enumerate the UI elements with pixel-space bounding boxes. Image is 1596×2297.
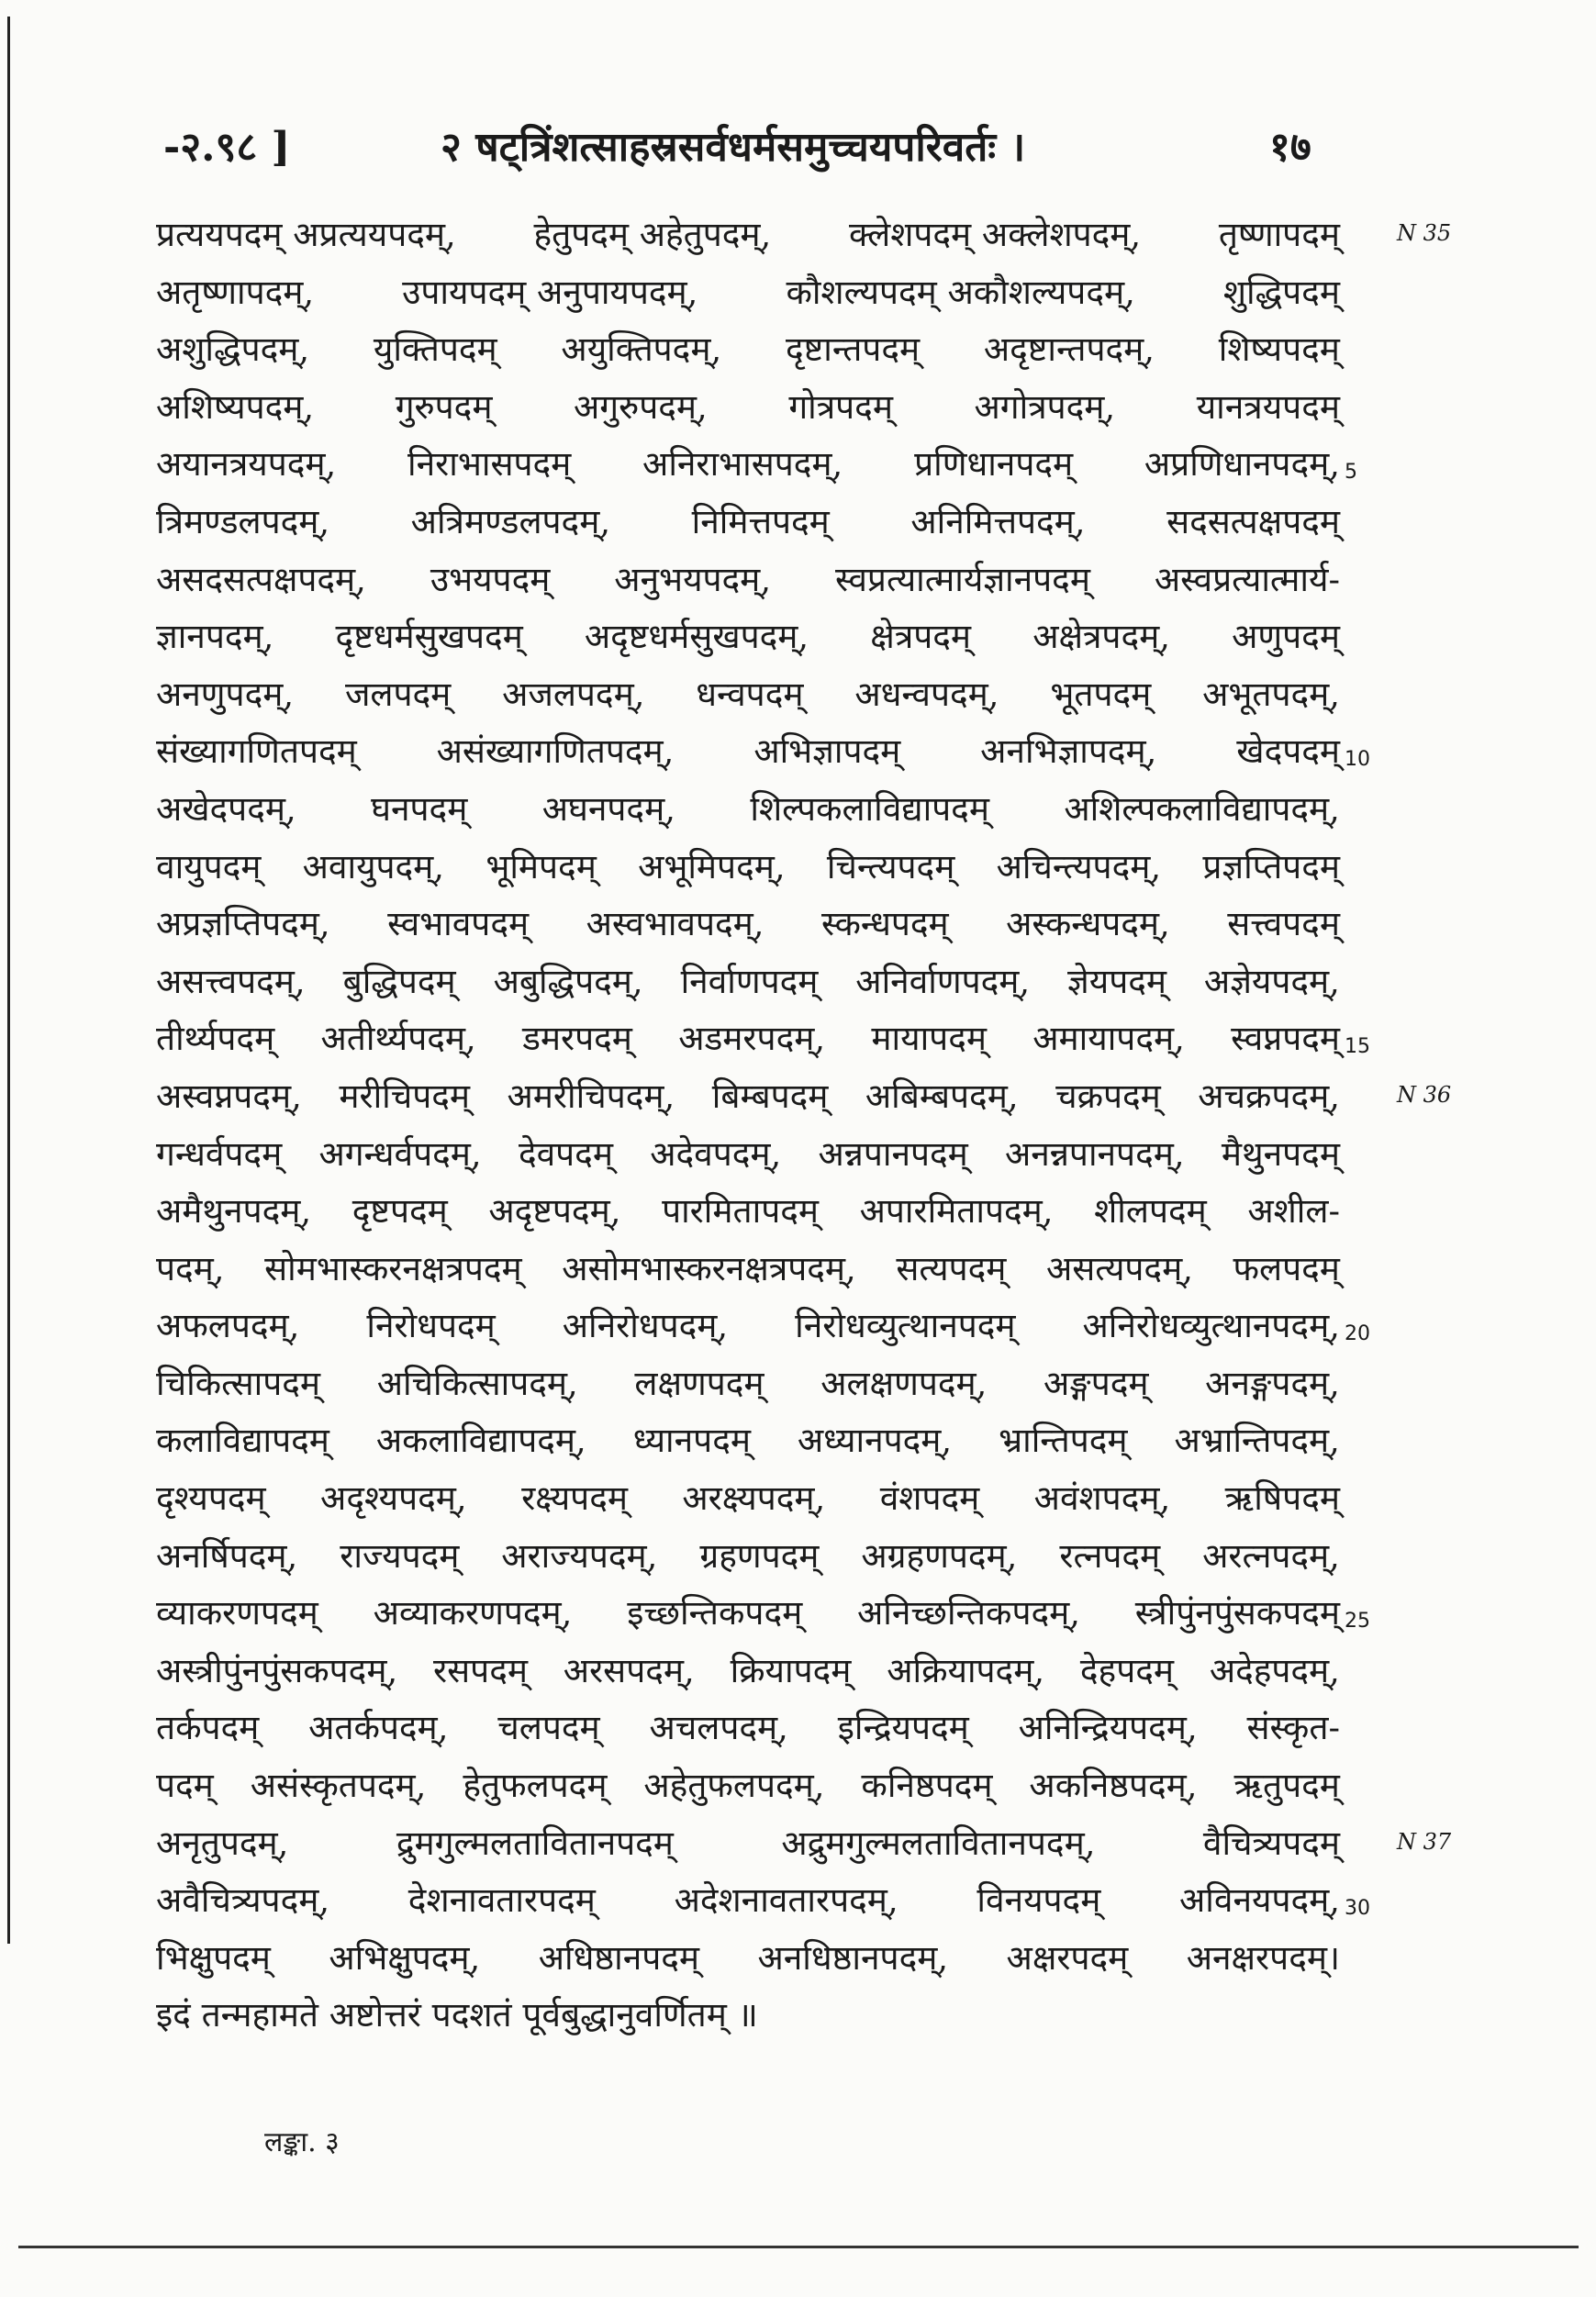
word: अक्षरपदम्: [1006, 1937, 1129, 1978]
word: चलपदम्: [497, 1708, 600, 1748]
word: अचक्रपदम्,: [1198, 1076, 1340, 1116]
word: स्कन्धपदम्: [821, 904, 949, 944]
word: अस्कन्धपदम्,: [1006, 904, 1170, 944]
word: शिष्यपदम्: [1218, 329, 1340, 370]
text-line: [156, 1071, 1340, 1129]
word: अडमरपदम्,: [678, 1019, 826, 1059]
word: रक्ष्यपदम्: [521, 1478, 628, 1519]
word: अग्रहणपदम्,: [861, 1535, 1018, 1576]
word: अतीर्थ्यपदम्,: [320, 1019, 476, 1059]
word: दृष्टपदम्: [352, 1191, 448, 1232]
word: अवैचित्र्यपदम्,: [156, 1880, 330, 1921]
word: अस्त्रीपुंनपुंसकपदम्,: [156, 1650, 398, 1690]
text-line: [156, 1645, 1340, 1703]
text-line: [156, 267, 1340, 325]
word: निरोधव्युत्थानपदम्: [795, 1306, 1016, 1346]
word: चिन्त्यपदम्: [826, 846, 955, 886]
word: क्रियापदम्: [730, 1650, 852, 1690]
word: अकलाविद्यापदम्,: [375, 1421, 586, 1461]
word: असदसत्पक्षपदम्,: [156, 559, 366, 599]
word: वंशपदम्: [879, 1478, 980, 1519]
text-line: [156, 1588, 1370, 1645]
word: निमित्तपदम्: [691, 501, 830, 541]
text-line: [156, 1129, 1340, 1187]
word: अप्रज्ञप्तिपदम्,: [156, 904, 330, 944]
word: पदम्,: [156, 1248, 225, 1288]
word: हेतुपदम् अहेतुपदम्,: [533, 215, 772, 254]
word: अयानत्रयपदम्,: [156, 444, 337, 485]
word: अभूतपदम्,: [1202, 674, 1340, 714]
word: अनधिष्ठानपदम्,: [757, 1937, 949, 1978]
word: डमरपदम्: [522, 1019, 632, 1059]
word: अनिमित्तपदम्,: [910, 501, 1086, 541]
word: अवायुपदम्,: [302, 846, 445, 886]
word: अनुभयपदम्,: [614, 559, 772, 599]
word: अणुपदम्: [1232, 617, 1340, 657]
text-line: [156, 669, 1340, 727]
marginal-reference: N 36: [1397, 1082, 1452, 1108]
word: अक्षेत्रपदम्,: [1032, 617, 1170, 657]
word: असत्यपदम्,: [1045, 1248, 1193, 1288]
word: शिल्पकलाविद्यापदम्: [750, 788, 989, 829]
word: अरसपदम्,: [563, 1650, 695, 1690]
word: सत्यपदम्: [896, 1248, 1007, 1288]
line-number: 5: [1345, 460, 1357, 484]
word: भ्रान्तिपदम्: [999, 1421, 1128, 1461]
word: अनिच्छन्तिकपदम्,: [857, 1593, 1080, 1634]
text-line: [156, 1875, 1370, 1933]
word: मरीचिपदम्: [339, 1076, 471, 1116]
word: अघनपदम्,: [541, 788, 675, 829]
word: अन्नपानपदम्: [818, 1133, 968, 1174]
text-line: [156, 1415, 1340, 1473]
word: तीर्थ्यपदम्: [156, 1019, 275, 1059]
word: इच्छन्तिकपदम्: [627, 1593, 803, 1634]
word: अनिरोधव्युत्थानपदम्,: [1082, 1306, 1340, 1346]
word: क्लेशपदम् अक्लेशपदम्,: [848, 215, 1142, 254]
word: गन्धर्वपदम्: [156, 1133, 283, 1174]
word: अनणुपदम्,: [156, 674, 295, 714]
word: अदृष्टधर्मसुखपदम्,: [584, 617, 809, 657]
word: सदसत्पक्षपदम्: [1166, 501, 1340, 541]
word: अरत्नपदम्,: [1202, 1535, 1340, 1576]
word: अनिर्वाणपदम्,: [855, 961, 1031, 1001]
word: धन्वपदम्: [696, 674, 804, 714]
word: यानत्रयपदम्: [1196, 386, 1340, 427]
text-line: [156, 1702, 1340, 1760]
word: ग्रहणपदम्: [699, 1535, 820, 1576]
text-line: [156, 496, 1340, 554]
word: अनन्नपानपदम्,: [1005, 1133, 1185, 1174]
word: अचलपदम्,: [649, 1708, 788, 1748]
word: स्वभावपदम्: [387, 904, 530, 944]
word: स्वप्रत्यात्मार्यज्ञानपदम्: [834, 559, 1090, 599]
line-number: 20: [1345, 1321, 1370, 1345]
word: हेतुफलपदम्: [463, 1766, 608, 1806]
word: अप्रणिधानपदम्,: [1144, 444, 1340, 485]
text-line: [156, 611, 1340, 669]
word: अदेशनावतारपदम्,: [674, 1880, 898, 1921]
text-line: [156, 1186, 1340, 1243]
word: खेदपदम्: [1236, 731, 1340, 772]
word: चिकित्सापदम्: [156, 1363, 321, 1403]
word: दृष्टान्तपदम्: [785, 329, 921, 370]
word: अनर्षिपदम्,: [156, 1535, 298, 1576]
word: अज्ञेयपदम्,: [1203, 961, 1340, 1001]
word: अतर्कपदम्,: [308, 1708, 449, 1748]
text-line: [156, 1818, 1340, 1876]
word: संस्कृत-: [1246, 1708, 1340, 1748]
word: भूतपदम्: [1050, 674, 1152, 714]
word: स्त्रीपुंनपुंसकपदम्: [1134, 1593, 1340, 1634]
word: अव्याकरणपदम्,: [373, 1593, 573, 1634]
word: युक्तिपदम्: [373, 329, 497, 370]
word: स्वप्नपदम्: [1231, 1019, 1340, 1059]
word: अनृतुपदम्,: [156, 1823, 289, 1863]
chapter-title: २ षट्त्रिंशत्साहस्रसर्वधर्मसमुच्चयपरिवर्तः ।: [441, 124, 1026, 171]
bottom-rule: [18, 2246, 1579, 2248]
word: अरक्ष्यपदम्,: [682, 1478, 826, 1519]
word: ज्ञानपदम्,: [156, 617, 274, 657]
word: अशिल्पकलाविद्यापदम्,: [1064, 788, 1340, 829]
word: बुद्धिपदम्: [342, 961, 456, 1001]
word: कलाविद्यापदम्: [156, 1421, 329, 1461]
running-header: [0, 117, 1596, 182]
word: अङ्गपदम्: [1044, 1363, 1149, 1403]
word: घनपदम्: [371, 788, 468, 829]
word: उपायपदम् अनुपायपदम्,: [402, 272, 698, 312]
page-number: १७: [1269, 124, 1311, 171]
marginal-reference: N 37: [1397, 1828, 1452, 1855]
text-line: [156, 439, 1357, 496]
text-line: [156, 1300, 1370, 1358]
word: दृश्यपदम्: [156, 1478, 266, 1519]
word: अस्वप्रत्यात्मार्य-: [1154, 559, 1340, 599]
word: प्रज्ञप्तिपदम्: [1202, 846, 1340, 886]
word: अत्रिमण्डलपदम्,: [410, 501, 611, 541]
line-number: 30: [1345, 1896, 1370, 1920]
text-line: [156, 956, 1340, 1014]
word: रसपदम्: [433, 1650, 528, 1690]
word: लक्षणपदम्: [634, 1363, 765, 1403]
text-line: [156, 1531, 1340, 1589]
word: मायापदम्: [871, 1019, 987, 1059]
word: अमायापदम्,: [1032, 1019, 1185, 1059]
word: अहेतुफलपदम्,: [643, 1766, 825, 1806]
word: असत्त्वपदम्,: [156, 961, 306, 1001]
word: अभिक्षुपदम्,: [329, 1937, 481, 1978]
word: अराज्यपदम्,: [501, 1535, 658, 1576]
word: व्याकरणपदम्: [156, 1593, 318, 1634]
word: अस्वभावपदम्,: [586, 904, 765, 944]
text-line: [156, 1473, 1340, 1531]
word: देशनावतारपदम्: [407, 1880, 596, 1921]
text-line: [156, 784, 1340, 842]
word: संख्यागणितपदम्: [156, 731, 357, 772]
word: अचिकित्सापदम्,: [376, 1363, 578, 1403]
word: अदृष्टान्तपदम्,: [983, 329, 1155, 370]
page-binding-edge: [7, 17, 10, 1944]
text-line: [156, 554, 1340, 612]
word: इदं तन्महामते अष्टोत्तरं पदशतं पूर्वबुद्धानुवर्णितम् ॥: [156, 1995, 758, 2035]
word: क्षेत्रपदम्: [870, 617, 972, 657]
word: अनक्षरपदम्।: [1186, 1937, 1340, 1978]
word: अनङ्गपदम्,: [1205, 1363, 1340, 1403]
word: रत्नपदम्: [1059, 1535, 1161, 1576]
signature-mark: लङ्का. ३: [264, 2126, 340, 2158]
word: वैचित्र्यपदम्: [1202, 1823, 1340, 1863]
word: अमैथुनपदम्,: [156, 1191, 312, 1232]
word: अशील-: [1247, 1191, 1340, 1232]
word: अयुक्तिपदम्,: [561, 329, 722, 370]
word: निरोधपदम्: [366, 1306, 496, 1346]
word: अभिज्ञापदम्: [753, 731, 901, 772]
word: देवपदम्: [518, 1133, 613, 1174]
word: अजलपदम्,: [502, 674, 645, 714]
word: सत्त्वपदम्: [1227, 904, 1340, 944]
word: शुद्धिपदम्: [1222, 272, 1340, 312]
word: अकनिष्ठपदम्,: [1029, 1766, 1198, 1806]
text-line: [156, 726, 1370, 784]
word: सोमभास्करनक्षत्रपदम्: [264, 1248, 522, 1288]
word: ज्ञेयपदम्: [1067, 961, 1167, 1001]
word: अनिराभासपदम्,: [642, 444, 843, 485]
word: अभूमिपदम्,: [638, 846, 786, 886]
word: कौशल्यपदम् अकौशल्यपदम्,: [786, 272, 1135, 312]
word: अशुद्धिपदम्,: [156, 329, 310, 370]
word: त्रिमण्डलपदम्,: [156, 501, 330, 541]
word: अभ्रान्तिपदम्,: [1174, 1421, 1340, 1461]
word: बिम्बपदम्: [711, 1076, 829, 1116]
word: पदम्: [156, 1766, 214, 1806]
word: अविनयपदम्,: [1179, 1880, 1340, 1921]
marginal-reference: N 35: [1397, 220, 1452, 246]
line-number: 10: [1345, 747, 1370, 771]
word: कनिष्ठपदम्: [861, 1766, 993, 1806]
word: दृष्टधर्मसुखपदम्: [335, 617, 523, 657]
word: शीलपदम्: [1094, 1191, 1207, 1232]
word: अनभिज्ञापदम्,: [980, 731, 1157, 772]
text-line: [156, 1760, 1340, 1818]
text-line: [156, 1358, 1340, 1416]
word: गुरुपदम्: [395, 386, 493, 427]
line-number: 25: [1345, 1609, 1370, 1633]
word: ध्यानपदम्: [632, 1421, 751, 1461]
word: तृष्णापदम्: [1218, 215, 1340, 254]
text-line: [156, 898, 1340, 956]
word: अक्रियापदम्,: [887, 1650, 1045, 1690]
word: अवंशपदम्,: [1033, 1478, 1171, 1519]
text-line: [156, 1013, 1370, 1071]
word: इन्द्रियपदम्: [837, 1708, 969, 1748]
word: अखेदपदम्,: [156, 788, 296, 829]
word: वायुपदम्: [156, 846, 262, 886]
text-line: [156, 1933, 1340, 1990]
word: तर्कपदम्: [156, 1708, 260, 1748]
word: अध्यानपदम्,: [797, 1421, 953, 1461]
section-reference: -२.९८ ]: [163, 124, 291, 171]
word: अतृष्णापदम्,: [156, 272, 315, 312]
text-body: [156, 209, 1370, 2047]
word: अदेवपदम्,: [650, 1133, 782, 1174]
word: अस्वप्नपदम्,: [156, 1076, 302, 1116]
word: द्रुमगुल्मलतावितानपदम्: [396, 1823, 674, 1863]
word: प्रत्ययपदम् अप्रत्ययपदम्,: [156, 215, 456, 254]
text-line: [156, 209, 1340, 267]
word: अधिष्ठानपदम्: [538, 1937, 700, 1978]
word: अमरीचिपदम्,: [507, 1076, 675, 1116]
word: भिक्षुपदम्: [156, 1937, 271, 1978]
word: अबुद्धिपदम्,: [493, 961, 643, 1001]
word: अनिन्द्रियपदम्,: [1018, 1708, 1198, 1748]
word: अद्रुमगुल्मलतावितानपदम्,: [781, 1823, 1096, 1863]
word: प्रणिधानपदम्: [914, 444, 1074, 485]
text-line: [156, 842, 1340, 899]
text-line: [156, 324, 1340, 382]
word: गोत्रपदम्: [788, 386, 893, 427]
word: अनिरोधपदम्,: [562, 1306, 729, 1346]
text-line: [156, 1243, 1340, 1301]
word: अगुरुपदम्,: [574, 386, 708, 427]
word: अदृष्टपदम्,: [488, 1191, 621, 1232]
word: मैथुनपदम्: [1221, 1133, 1340, 1174]
word: पारमितापदम्: [662, 1191, 819, 1232]
word: फलपदम्: [1233, 1248, 1340, 1288]
word: अचिन्त्यपदम्,: [996, 846, 1162, 886]
word: राज्यपदम्: [340, 1535, 460, 1576]
word: देहपदम्: [1079, 1650, 1174, 1690]
word: निराभासपदम्: [407, 444, 572, 485]
word: ऋतुपदम्: [1233, 1766, 1340, 1806]
word: जलपदम्: [344, 674, 452, 714]
word: अधन्वपदम्,: [854, 674, 999, 714]
word: असोमभास्करनक्षत्रपदम्,: [562, 1248, 856, 1288]
word: असंस्कृतपदम्,: [250, 1766, 427, 1806]
word: अदृश्यपदम्,: [320, 1478, 467, 1519]
word: अशिष्यपदम्,: [156, 386, 315, 427]
line-number: 15: [1345, 1034, 1370, 1058]
word: ऋषिपदम्: [1224, 1478, 1340, 1519]
word: विनयपदम्: [977, 1880, 1101, 1921]
word: अदेहपदम्,: [1209, 1650, 1340, 1690]
word: भूमिपदम्: [485, 846, 597, 886]
word: अबिम्बपदम्,: [865, 1076, 1019, 1116]
word: अगोत्रपदम्,: [974, 386, 1116, 427]
word: निर्वाणपदम्: [680, 961, 819, 1001]
word: अगन्धर्वपदम्,: [318, 1133, 482, 1174]
text-line: [156, 382, 1340, 440]
word: उभयपदम्: [430, 559, 551, 599]
word: चक्रपदम्: [1055, 1076, 1161, 1116]
word: अफलपदम्,: [156, 1306, 300, 1346]
text-line: [156, 1990, 1340, 2047]
word: अपारमितापदम्,: [859, 1191, 1054, 1232]
word: अलक्षणपदम्,: [820, 1363, 988, 1403]
word: असंख्यागणितपदम्,: [436, 731, 675, 772]
